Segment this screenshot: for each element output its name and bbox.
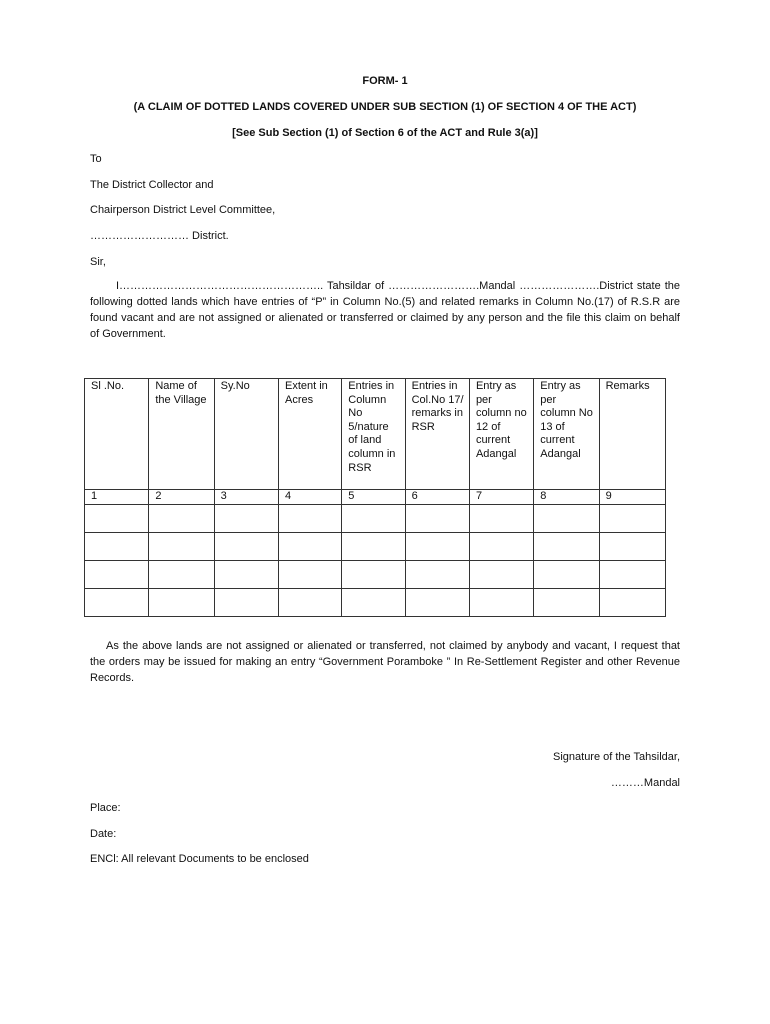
table-cell[interactable] (214, 560, 278, 588)
table-row (85, 588, 666, 616)
address-to: To (90, 153, 102, 165)
table-cell[interactable] (534, 588, 599, 616)
address-line3: ……………………… District. (90, 230, 229, 242)
table-cell[interactable] (342, 532, 405, 560)
request-paragraph: As the above lands are not assigned or alienated or transferred, not claimed by anybody and vacant, I request that the orders may be issued for making an entry “Government Poramboke ” In Re-Settlement Register and other Revenue Records. (90, 640, 680, 684)
column-number: 7 (469, 490, 533, 505)
table-cell[interactable] (342, 504, 405, 532)
address-line1: The District Collector and (90, 179, 214, 191)
table-cell[interactable] (469, 532, 533, 560)
table-row (85, 560, 666, 588)
column-number: 4 (278, 490, 341, 505)
column-number: 9 (599, 490, 665, 505)
column-number: 3 (214, 490, 278, 505)
signature-label: Signature of the Tahsildar, (553, 751, 680, 763)
header-adangal-col13: Entry as per column No 13 of current Adangal (534, 379, 599, 490)
table-number-row (85, 490, 666, 505)
column-number: 2 (149, 490, 214, 505)
form-subtitle: (A CLAIM OF DOTTED LANDS COVERED UNDER SUB SECTION (1) OF SECTION 4 OF THE ACT) (133, 101, 637, 113)
enclosure-note: ENCl: All relevant Documents to be enclosed (90, 853, 309, 865)
table-cell[interactable] (149, 532, 214, 560)
table-cell[interactable] (599, 560, 665, 588)
table-cell[interactable] (149, 588, 214, 616)
column-number: 8 (534, 490, 599, 505)
header-sl-no: Sl .No. (85, 379, 149, 490)
salutation: Sir, (90, 256, 106, 268)
table-cell[interactable] (405, 560, 469, 588)
table-cell[interactable] (534, 560, 599, 588)
form-title: FORM- 1 (362, 75, 408, 87)
header-remarks: Remarks (599, 379, 665, 490)
table-cell[interactable] (149, 504, 214, 532)
table-cell[interactable] (278, 504, 341, 532)
header-sy-no: Sy.No (214, 379, 278, 490)
table-cell[interactable] (85, 560, 149, 588)
intro-paragraph: I……………………………………………….. Tahsildar of …………………….Mandal ………………….District state the following dotted lands which have entries of “P” in Column No.(5) and related remarks in Column No.(17) of R.S.R are found vacant and are not assigned or alienated or transferred or claimed by any person and the file this claim on behalf of Government. (90, 280, 680, 340)
header-village: Name of the Village (149, 379, 214, 490)
table-cell[interactable] (214, 504, 278, 532)
table-cell[interactable] (534, 532, 599, 560)
table-cell[interactable] (85, 588, 149, 616)
table-cell[interactable] (405, 504, 469, 532)
land-claim-table (84, 378, 666, 617)
table-cell[interactable] (534, 504, 599, 532)
table-cell[interactable] (85, 532, 149, 560)
table-row (85, 532, 666, 560)
table-cell[interactable] (278, 560, 341, 588)
table-cell[interactable] (342, 588, 405, 616)
table-cell[interactable] (599, 532, 665, 560)
table-cell[interactable] (278, 588, 341, 616)
column-number: 5 (342, 490, 405, 505)
place-label: Place: (90, 802, 121, 814)
table-cell[interactable] (405, 588, 469, 616)
table-header-row (85, 379, 666, 490)
table-cell[interactable] (469, 560, 533, 588)
table-cell[interactable] (214, 588, 278, 616)
column-number: 6 (405, 490, 469, 505)
table-cell[interactable] (342, 560, 405, 588)
table-cell[interactable] (214, 532, 278, 560)
header-extent: Extent in Acres (278, 379, 341, 490)
header-col5-entries: Entries in Column No 5/nature of land column in RSR (342, 379, 405, 490)
table-cell[interactable] (85, 504, 149, 532)
table-cell[interactable] (469, 588, 533, 616)
table-cell[interactable] (149, 560, 214, 588)
address-line2: Chairperson District Level Committee, (90, 204, 276, 216)
signature-mandal: ………Mandal (610, 777, 680, 789)
table-cell[interactable] (599, 504, 665, 532)
table-cell[interactable] (599, 588, 665, 616)
date-label: Date: (90, 828, 117, 840)
table-cell[interactable] (405, 532, 469, 560)
form-reference: [See Sub Section (1) of Section 6 of the ACT and Rule 3(a)] (232, 127, 538, 139)
header-adangal-col12: Entry as per column no 12 of current Adangal (469, 379, 533, 490)
table-cell[interactable] (469, 504, 533, 532)
table-row (85, 504, 666, 532)
header-col17-entries: Entries in Col.No 17/ remarks in RSR (405, 379, 469, 490)
column-number: 1 (85, 490, 149, 505)
table-cell[interactable] (278, 532, 341, 560)
